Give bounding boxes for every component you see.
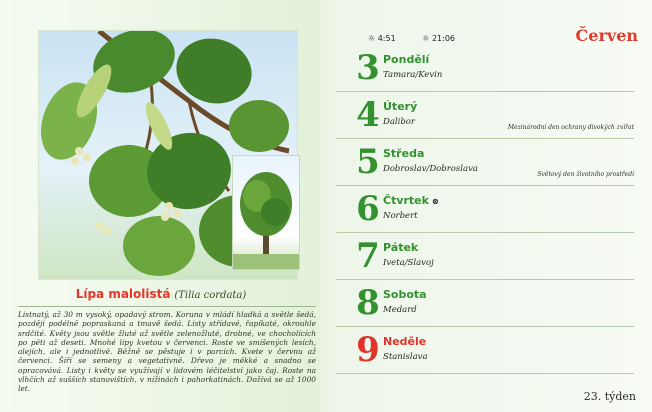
day-name-label: Neděle: [383, 335, 427, 348]
day-name-label: Čtvrtek: [383, 194, 429, 207]
day-number: 8: [356, 283, 380, 323]
day-row: [336, 326, 634, 374]
day-name: [383, 335, 426, 348]
day-number: 7: [356, 236, 380, 276]
name-day: Stanislava: [383, 352, 428, 362]
day-name-label: Sobota: [383, 288, 427, 301]
day-name: [383, 100, 417, 113]
tree-description: Listnatý, až 30 m vysoký, opadavý strom. Koruna v mládí hladká a světle šedá, později podélně popraskaná a tmavě šedá. Listy střídavé, řapíkaté, okrouhle srdčité. Květy jsou světle žluté až světle zelenožluté, drobné, ve chocholících po pěti až deseti. Mnohé lípy kvetou v červenci. Roste ve smíšených lesích, alejích, ale i jednotlivě. Běžně se pěstuje i v parcích. Kvete v červnu až červenci. Šíří se semeny a vegetativně. Dřevo je měkké a snadno se opracovává. Listy i květy se využívají v lidovém léčitelství jako čaj. Roste na vlhčích až sušších stanovištích, v nížinách i pahorkatinách. Dožívá se až 1000 let.: [18, 306, 316, 394]
tree-latin-name: (Tilia cordata): [174, 290, 247, 301]
day-name-label: Úterý: [383, 100, 418, 113]
tree-caption: [0, 286, 322, 304]
sun-times: [368, 34, 479, 43]
day-name: [383, 194, 439, 207]
name-day: Norbert: [383, 211, 418, 221]
sunrise-time: 4:51: [377, 34, 396, 43]
day-name-label: Středa: [383, 147, 425, 160]
day-row: [336, 232, 634, 280]
tree-inset-photo: [232, 155, 300, 270]
day-number: 9: [356, 330, 380, 370]
day-number: 6: [356, 189, 380, 229]
day-row: [336, 279, 634, 327]
month-title: Červen: [575, 26, 638, 45]
sunset-time: 21:06: [431, 34, 456, 43]
tree-name: Lípa malolistá: [75, 287, 171, 301]
day-number: 4: [356, 95, 380, 135]
sunset: ☼ 21:06: [422, 34, 456, 43]
day-name-label: Pátek: [383, 241, 419, 254]
day-number: 5: [356, 142, 380, 182]
week-number: 23. týden: [583, 390, 636, 403]
name-day: Dobroslav/Dobroslava: [383, 164, 478, 174]
moon-phase-icon: ⊗: [431, 197, 439, 206]
day-note: Mezinárodní den ochrany divokých zvířat: [507, 124, 634, 131]
tree-icon: [233, 156, 299, 269]
sunrise: ☼ 4:51: [368, 34, 396, 43]
day-name: [383, 241, 418, 254]
day-name-label: Pondělí: [383, 53, 430, 66]
day-row: [336, 91, 634, 139]
right-panel: [336, 0, 652, 412]
day-name: [383, 53, 429, 66]
day-number: 3: [356, 48, 380, 88]
name-day: Dalibor: [383, 117, 415, 127]
day-name: [383, 288, 427, 301]
left-panel: [0, 0, 322, 412]
day-row: [336, 185, 634, 233]
day-note: Světový den životního prostředí: [537, 171, 634, 178]
name-day: Iveta/Slavoj: [383, 258, 434, 268]
day-row: [336, 44, 634, 92]
day-name: [383, 147, 424, 160]
name-day: Tamara/Kevin: [383, 70, 443, 80]
day-row: [336, 138, 634, 186]
name-day: Medard: [383, 305, 417, 315]
